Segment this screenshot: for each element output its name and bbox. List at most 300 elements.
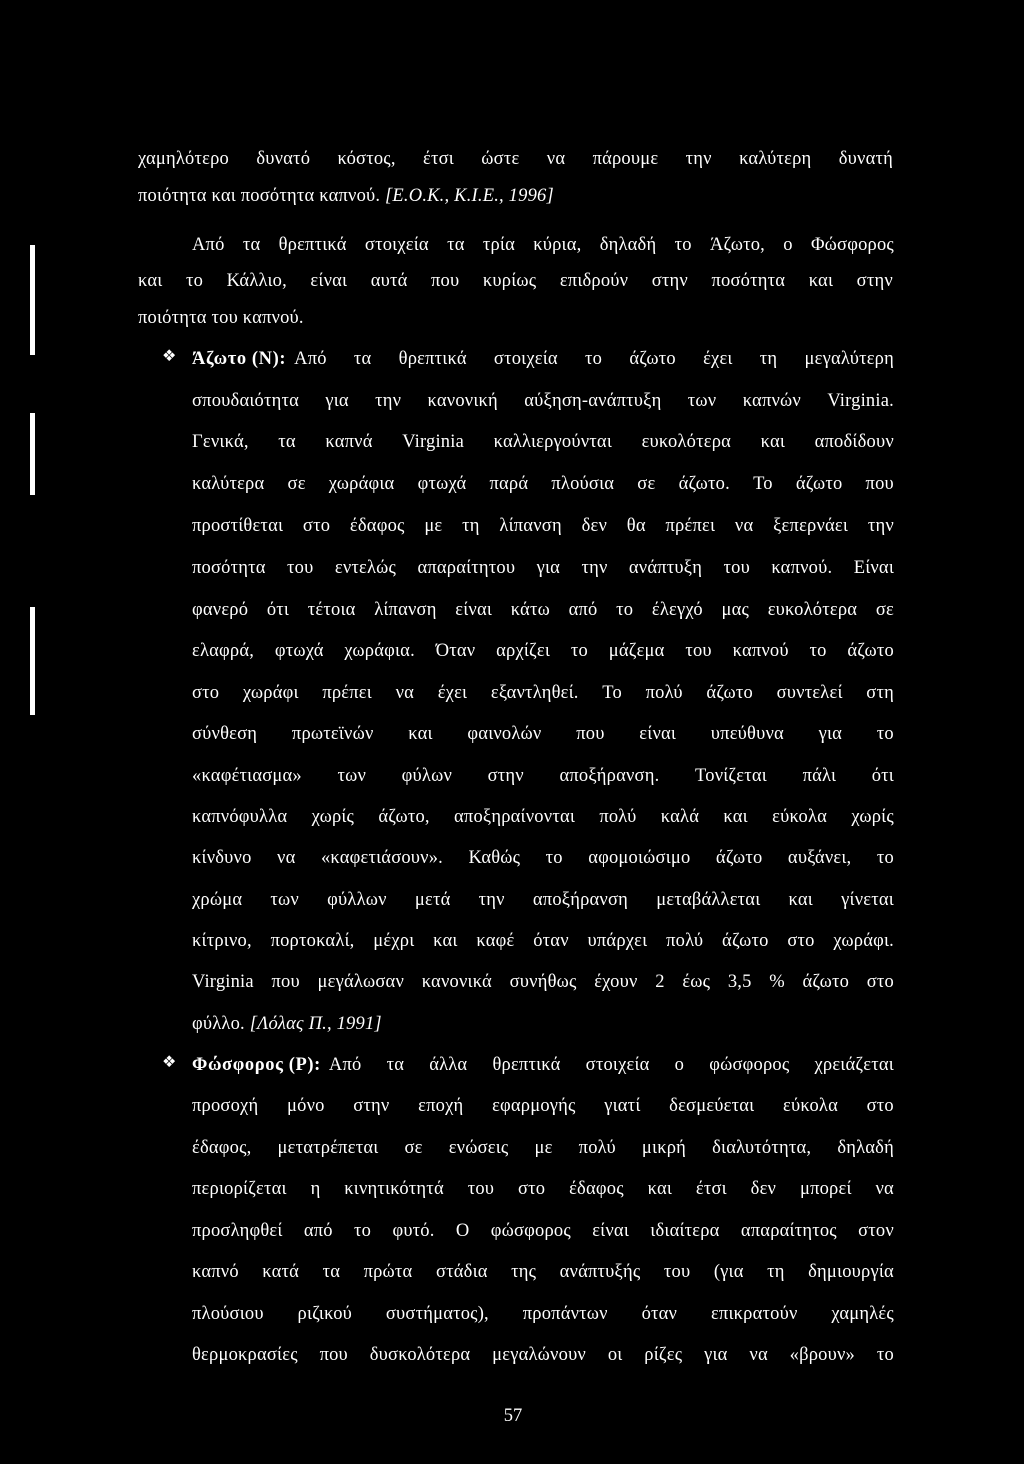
word: για [536,558,561,578]
word: ο [783,235,793,255]
word: στοιχεία [585,1055,650,1075]
word: εποχή [418,1096,464,1116]
word: Καθώς [468,848,521,868]
line-text: ποιότητα και ποσότητα καπνού. [138,186,381,206]
word: συντελεί [776,683,843,703]
word: άζωτο [715,848,763,868]
word: του [287,558,314,578]
word: του [685,641,712,661]
word: καπνού [732,641,789,661]
word: σε [637,474,656,494]
word: του [663,1262,691,1282]
word: κύρια, [533,235,582,255]
word: του [723,558,750,578]
word: Από [294,349,327,369]
word: δυνατή [838,149,893,169]
word: το [876,724,894,744]
word: καλά [660,807,700,827]
word: στο [866,972,894,992]
word: δυσκολότερα [369,1345,471,1365]
word: με [534,1138,553,1158]
word: χαμηλές [831,1304,894,1324]
word: το [616,600,634,620]
word: % [769,972,785,992]
word: τα [242,235,261,255]
word: και [760,432,786,452]
word: και [433,931,458,951]
text-line [192,1136,894,1160]
word: απαραίτητου [417,558,516,578]
word: χαμηλότερο [138,149,229,169]
text-line [138,269,893,293]
word: το [354,1221,372,1241]
word: και [408,724,433,744]
word: εύκολα [783,1096,838,1116]
word: Το [753,474,773,494]
word: έχει [437,683,468,703]
word: έτσι [695,1179,727,1199]
word: και [138,271,163,291]
text-line [192,805,894,829]
word: θρεπτικά [278,235,347,255]
citation: [Ε.Ο.Κ., Κ.Ι.Ε., 1996] [385,186,554,206]
word: στο [517,1179,546,1199]
word: δεν [581,516,608,536]
word: εύκολα [772,807,828,827]
word: υπάρχει [587,931,648,951]
word: αποξήρανση. [559,766,660,786]
word: χωράφια. [344,641,415,661]
word: στοιχεία [364,235,429,255]
word: προσοχή [192,1096,259,1116]
word: εντελώς [334,558,397,578]
word: που [576,724,605,744]
word: στον [858,1221,894,1241]
word: Κάλλιο, [226,271,287,291]
word: υπεύθυνα [710,724,784,744]
scan-edge-mark [30,413,35,495]
word: κανονική [427,391,498,411]
word: ξεπερνάει [773,516,849,536]
word: στην [353,1096,390,1116]
word: κινητικότητά [344,1179,444,1199]
word: έδαφος [349,516,405,536]
word: τη [462,516,480,536]
word: που [865,474,894,494]
word: να [734,516,754,536]
word: μικρή [641,1138,687,1158]
section-term: Φώσφορος (Ρ): [192,1055,321,1075]
word: με [424,516,443,536]
word: έχει [703,349,733,369]
text-line [192,681,894,705]
word: πορτοκαλί, [270,931,355,951]
word: από [568,600,598,620]
word: έχουν [594,972,638,992]
word: πρέπει [322,683,372,703]
word: το [545,848,563,868]
text-line [192,1260,894,1284]
word: μετά [414,890,451,910]
word: ανάπτυξής [559,1262,641,1282]
word: κόστος, [337,149,396,169]
word: χωράφια [328,474,395,494]
word: μάζεμα [608,641,665,661]
word: στην [856,271,893,291]
word: είναι [310,271,348,291]
word: να [546,149,566,169]
word: κάτω [510,600,550,620]
text-line [192,598,894,622]
text-line [192,970,894,994]
word: κυρίως [482,271,537,291]
text-line [192,1053,894,1077]
word: άζωτο [706,683,753,703]
section-term: Άζωτο (Ν): [192,349,287,369]
word: καλύτερη [739,149,812,169]
word: λίπανση [374,600,437,620]
word: το [185,271,204,291]
text-line [192,1302,894,1326]
word: άζωτο [722,931,769,951]
text-line [192,389,894,413]
text-line: ποιότητα του καπνού. [138,308,304,328]
word: χωράφι. [833,931,894,951]
word: για [818,724,843,744]
word: φανερό [192,600,249,620]
word: ριζικού [297,1304,353,1324]
word: το [876,848,894,868]
text-line [192,764,894,788]
word: θερμοκρασίες [192,1345,298,1365]
word: φύλων [401,766,453,786]
word: την [685,149,712,169]
word: έως [682,972,711,992]
word: φώσφορος [490,1221,571,1241]
word: δηλαδή [837,1138,894,1158]
text-line [138,147,893,171]
word: καλύτερα [192,474,265,494]
word: ο [674,1055,685,1075]
word: Από [328,1055,362,1075]
word: στην [651,271,688,291]
word: τα [447,235,465,255]
text-line [192,347,894,371]
word: να [277,848,296,868]
word: διαλυτότητα, [712,1138,812,1158]
word: ότι [266,600,290,620]
bullet-icon: ❖ [162,346,177,365]
word: στοιχεία [493,349,558,369]
word: για [704,1345,728,1365]
text-line [192,430,894,454]
word: ανάπτυξη [628,558,703,578]
word: φτωχά [274,641,324,661]
word: τη [767,1262,785,1282]
word: των [270,890,299,910]
word: που [319,1345,348,1365]
word: γιατί [604,1096,641,1116]
word: στην [487,766,524,786]
word: καφέ [476,931,515,951]
word: φώσφορος [709,1055,790,1075]
word: καπνό [192,1262,239,1282]
word: σύνθεση [192,724,258,744]
word: εξαντληθεί. [490,683,579,703]
word: καπνών [742,391,801,411]
word: την [867,516,894,536]
word: ώστε [481,149,520,169]
word: μετατρέπεται [277,1138,379,1158]
word: μπορεί [799,1179,852,1199]
word: σε [287,474,306,494]
word: και [723,807,748,827]
word: ευκολότερα [767,600,858,620]
word: προστίθεται [192,516,284,536]
word: τα [386,1055,405,1075]
word: άλλα [429,1055,468,1075]
word: Virginia. [827,391,894,411]
word: φύλλων [327,890,387,910]
word: το [570,641,588,661]
word: Το [602,683,622,703]
word: αυξάνει, [787,848,852,868]
text-line [192,846,894,870]
word: ελαφρά, [192,641,255,661]
text-line [192,1094,894,1118]
text-line [192,722,894,746]
word: άζωτο, [378,807,430,827]
scan-edge-mark [30,607,35,715]
word: θρεπτικά [398,349,467,369]
word: Είναι [853,558,894,578]
word: σε [875,600,894,620]
word: ποσότητα [711,271,786,291]
word: οι [607,1345,623,1365]
word: σπουδαιότητα [192,391,299,411]
text-line [192,1219,894,1243]
word: το [809,641,827,661]
word: ιδιαίτερα [650,1221,720,1241]
word: να [749,1345,768,1365]
word: μεγαλύτερη [804,349,894,369]
word: συστήματος), [385,1304,489,1324]
word: σε [404,1138,423,1158]
word: ευκολότερα [641,432,732,452]
word: έδαφος, [192,1138,252,1158]
word: και [647,1179,673,1199]
word: και [808,271,834,291]
word: προσληφθεί [192,1221,283,1241]
word: λίπανση [499,516,562,536]
word: αύξηση-ανάπτυξη [524,391,662,411]
word: κανονικά [421,972,492,992]
word: Άζωτο, [709,235,765,255]
page-number: 57 [503,1406,523,1426]
word: φαινολών [467,724,542,744]
word: να [395,683,415,703]
word: γίνεται [841,890,894,910]
word: τα [322,1262,341,1282]
word: τη [759,349,778,369]
word: πρώτα [363,1262,413,1282]
word: φυτό. [392,1221,435,1241]
word: καλλιεργούνται [493,432,612,452]
word: μεταβάλλεται [656,890,761,910]
word: το [674,235,692,255]
word: χωρίς [851,807,894,827]
word: επικρατούν [710,1304,798,1324]
text-line [138,184,554,208]
word: περιορίζεται [192,1179,287,1199]
word: Ο [455,1221,470,1241]
word: αυτά [370,271,408,291]
word: προπάντων [522,1304,608,1324]
word: δεσμεύεται [669,1096,755,1116]
text-line [192,1012,382,1036]
word: στο [192,683,220,703]
word: καπνού. [771,558,833,578]
word: κίνδυνο [192,848,252,868]
word: τρία [482,235,515,255]
word: για [325,391,349,411]
word: ενώσεις [448,1138,509,1158]
line-text [294,347,894,371]
text-line [192,514,894,538]
word: στο [866,1096,894,1116]
word: των [687,391,717,411]
word: αποξήρανση [532,890,629,910]
word: καπνόφυλλα [192,807,288,827]
word: πρωτεϊνών [291,724,374,744]
word: θα [626,516,646,536]
word: έδαφος [569,1179,624,1199]
bullet-icon: ❖ [162,1052,177,1071]
word: πολύ [578,1138,616,1158]
word: «βρουν» [789,1345,855,1365]
line-text: φύλλο. [192,1014,245,1034]
word: τέτοια [307,600,356,620]
word: άζωτο [847,641,894,661]
line-text [329,1053,894,1077]
word: Virginia [402,432,465,452]
word: τα [353,349,372,369]
word: είναι [455,600,493,620]
text-line [192,639,894,663]
text-line [192,1177,894,1201]
word: Όταν [435,641,476,661]
word: χρειάζεται [814,1055,894,1075]
word: φτωχά [417,474,467,494]
word: κατά [262,1262,300,1282]
word: πλούσια [551,474,615,494]
word: που [271,972,300,992]
word: στη [866,683,894,703]
word: των [337,766,367,786]
word: το [585,349,603,369]
word: «καφέτιασμα» [192,766,302,786]
word: χρώμα [192,890,243,910]
word: ότι [871,766,894,786]
word: χωρίς [311,807,355,827]
word: μέχρι [373,931,415,951]
word: η [310,1179,321,1199]
word: απαραίτητος [740,1221,837,1241]
text-line [192,1343,894,1367]
word: είναι [592,1221,629,1241]
word: «καφετιάσουν». [320,848,444,868]
word: κίτρινο, [192,931,252,951]
word: (για [713,1262,744,1282]
word: πάλι [802,766,837,786]
word: άζωτο. [678,474,730,494]
word: καπνά [325,432,373,452]
word: ρίζες [644,1345,683,1365]
word: αποδίδουν [814,432,894,452]
citation: [Λόλας Π., 1991] [249,1014,382,1034]
word: το [876,1345,894,1365]
word: 3,5 [727,972,752,992]
word: Φώσφορος [810,235,894,255]
text-line [192,929,894,953]
word: Τονίζεται [695,766,767,786]
word: εφαρμογής [492,1096,576,1116]
word: στο [302,516,331,536]
word: άζωτο [629,349,676,369]
word: πολύ [666,931,704,951]
word: Γενικά, [192,432,249,452]
word: πλούσιου [192,1304,264,1324]
word: πάρουμε [592,149,659,169]
word: στάδια [435,1262,488,1282]
word: παρά [489,474,529,494]
word: δυνατό [256,149,311,169]
word: την [478,890,505,910]
word: στο [787,931,815,951]
word: της [511,1262,537,1282]
word: Virginia [192,972,254,992]
word: δεν [750,1179,777,1199]
word: μόνο [287,1096,325,1116]
word: τα [278,432,296,452]
word: του [467,1179,495,1199]
word: πρέπει [665,516,716,536]
word: δημιουργία [808,1262,894,1282]
word: να [875,1179,894,1199]
word: την [581,558,608,578]
word: μεγάλωσαν [317,972,405,992]
word: πολύ [599,807,637,827]
word: θρεπτικά [492,1055,561,1075]
word: έτσι [423,149,454,169]
word: πολύ [645,683,683,703]
word: άζωτο [795,474,843,494]
word: όταν [533,931,569,951]
scan-edge-mark [30,245,35,355]
word: αφομοιώσιμο [588,848,691,868]
word: αποξηραίνονται [454,807,576,827]
word: άζωτο [802,972,850,992]
word: είναι [639,724,677,744]
text-line [192,556,894,580]
text-line [192,233,894,257]
text-line [192,888,894,912]
word: έλεγχό [651,600,703,620]
word: αρχίζει [496,641,551,661]
word: χωράφι [242,683,299,703]
word: από [303,1221,333,1241]
text-line [192,472,894,496]
